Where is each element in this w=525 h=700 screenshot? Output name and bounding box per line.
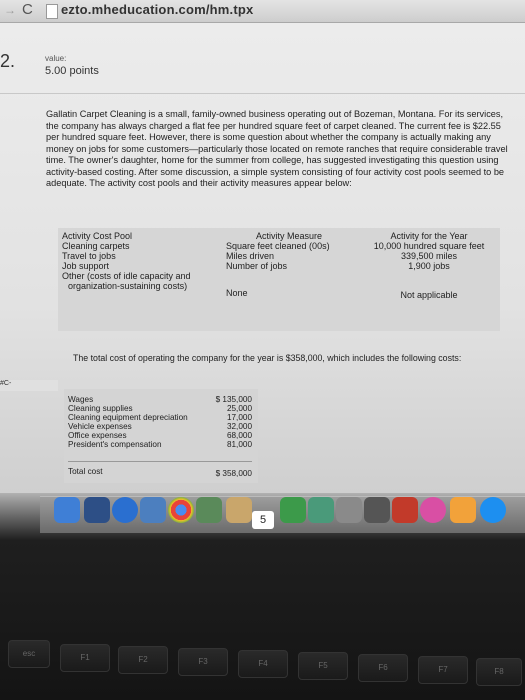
col-header-pool: Activity Cost Pool [62, 231, 133, 241]
f3-key[interactable]: F3 [178, 648, 228, 676]
photo-booth-icon[interactable] [336, 497, 362, 523]
pool-measure: Number of jobs [226, 261, 288, 271]
cost-name: President's compensation [68, 440, 162, 449]
facetime-icon[interactable] [308, 497, 334, 523]
cost-amount: 32,000 [226, 422, 252, 431]
pool-activity: 10,000 hundred square feet [373, 241, 485, 251]
divider [0, 93, 525, 94]
f2-key[interactable]: F2 [118, 646, 168, 674]
calendar-icon[interactable]: 5 [252, 511, 274, 529]
url-text[interactable]: ezto.mheducation.com/hm.tpx [61, 2, 254, 17]
pool-name: Travel to jobs [62, 251, 116, 261]
f6-key[interactable]: F6 [358, 654, 408, 682]
launchpad-icon[interactable] [84, 497, 110, 523]
activity-cost-pools-table [58, 228, 500, 331]
f8-key[interactable]: F8 [476, 658, 522, 686]
assignment-page [0, 23, 525, 493]
pool-name: Job support [62, 261, 110, 271]
maps-icon[interactable] [280, 497, 306, 523]
esc-key[interactable]: esc [8, 640, 50, 668]
f7-key[interactable]: F7 [418, 656, 468, 684]
problem-statement: Gallatin Carpet Cleaning is a small, family-owned business operating out of Bozeman, Montana. For its services, the company has always charged a flat fee per hundred square feet of carpet cleaned. The current fee is $22.55 per hundred square feet. However, there is some question about whether the company is actually making any money on jobs for some customers—particularly those located on remote ranches that require considerable travel time. The owner's daughter, home for the summer from college, has suggested investigating this question using activity-based costing. After some discussion, a simple system consisting of four activity cost pools seemed to be adequate. The activity cost pools and their activity measures appear below: [46, 109, 508, 188]
contacts-icon[interactable] [226, 497, 252, 523]
costs-table [64, 389, 258, 483]
mac-dock [40, 496, 525, 533]
ibooks-icon[interactable] [450, 497, 476, 523]
pool-activity: Not applicable [400, 290, 458, 300]
cost-amount: 81,000 [226, 440, 252, 449]
total-cost-intro: The total cost of operating the company for the year is $358,000, which includes the following costs: [73, 353, 462, 363]
cost-name: Office expenses [68, 431, 127, 440]
pool-name: Cleaning carpets [62, 241, 130, 251]
pool-name-line1: Other (costs of idle capacity and [62, 271, 191, 281]
pool-name-line2: organization-sustaining costs) [68, 281, 188, 291]
mail-icon[interactable] [140, 497, 166, 523]
photo-app-icon[interactable] [196, 497, 222, 523]
question-points: 5.00 points [45, 65, 99, 77]
browser-address-bar [0, 0, 525, 23]
total-cost-amount: $ 358,000 [215, 469, 252, 478]
pool-measure: None [226, 288, 248, 298]
page-icon [46, 4, 58, 19]
total-cost-label: Total cost [68, 467, 103, 476]
value-label: value: [45, 54, 67, 63]
side-tag: #C- [0, 380, 58, 391]
question-number: 2. [0, 51, 16, 71]
pool-measure: Miles driven [226, 251, 275, 261]
chrome-icon[interactable] [168, 497, 194, 523]
col-header-activity: Activity for the Year [390, 231, 468, 241]
cost-amount: 17,000 [226, 413, 252, 422]
app-store-icon[interactable] [480, 497, 506, 523]
red-app-icon[interactable] [392, 497, 418, 523]
col-header-measure: Activity Measure [256, 231, 323, 241]
f5-key[interactable]: F5 [298, 652, 348, 680]
total-rule [68, 461, 252, 462]
cost-amount: $ 135,000 [215, 395, 252, 404]
reload-button[interactable]: C [22, 1, 33, 18]
cost-name: Cleaning equipment depreciation [68, 413, 188, 422]
forward-icon[interactable]: → [4, 3, 16, 17]
music-icon[interactable] [420, 497, 446, 523]
f1-key[interactable]: F1 [60, 644, 110, 672]
f4-key[interactable]: F4 [238, 650, 288, 678]
cost-amount: 68,000 [226, 431, 252, 440]
safari-icon[interactable] [112, 497, 138, 523]
pool-measure: Square feet cleaned (00s) [226, 241, 330, 251]
finder-icon[interactable] [54, 497, 80, 523]
cost-name: Vehicle expenses [68, 422, 132, 431]
pool-activity: 1,900 jobs [408, 261, 450, 271]
pool-activity: 339,500 miles [400, 251, 458, 261]
cost-name: Cleaning supplies [68, 404, 133, 413]
cost-amount: 25,000 [226, 404, 252, 413]
cost-name: Wages [68, 395, 94, 404]
itunes-store-icon[interactable] [364, 497, 390, 523]
